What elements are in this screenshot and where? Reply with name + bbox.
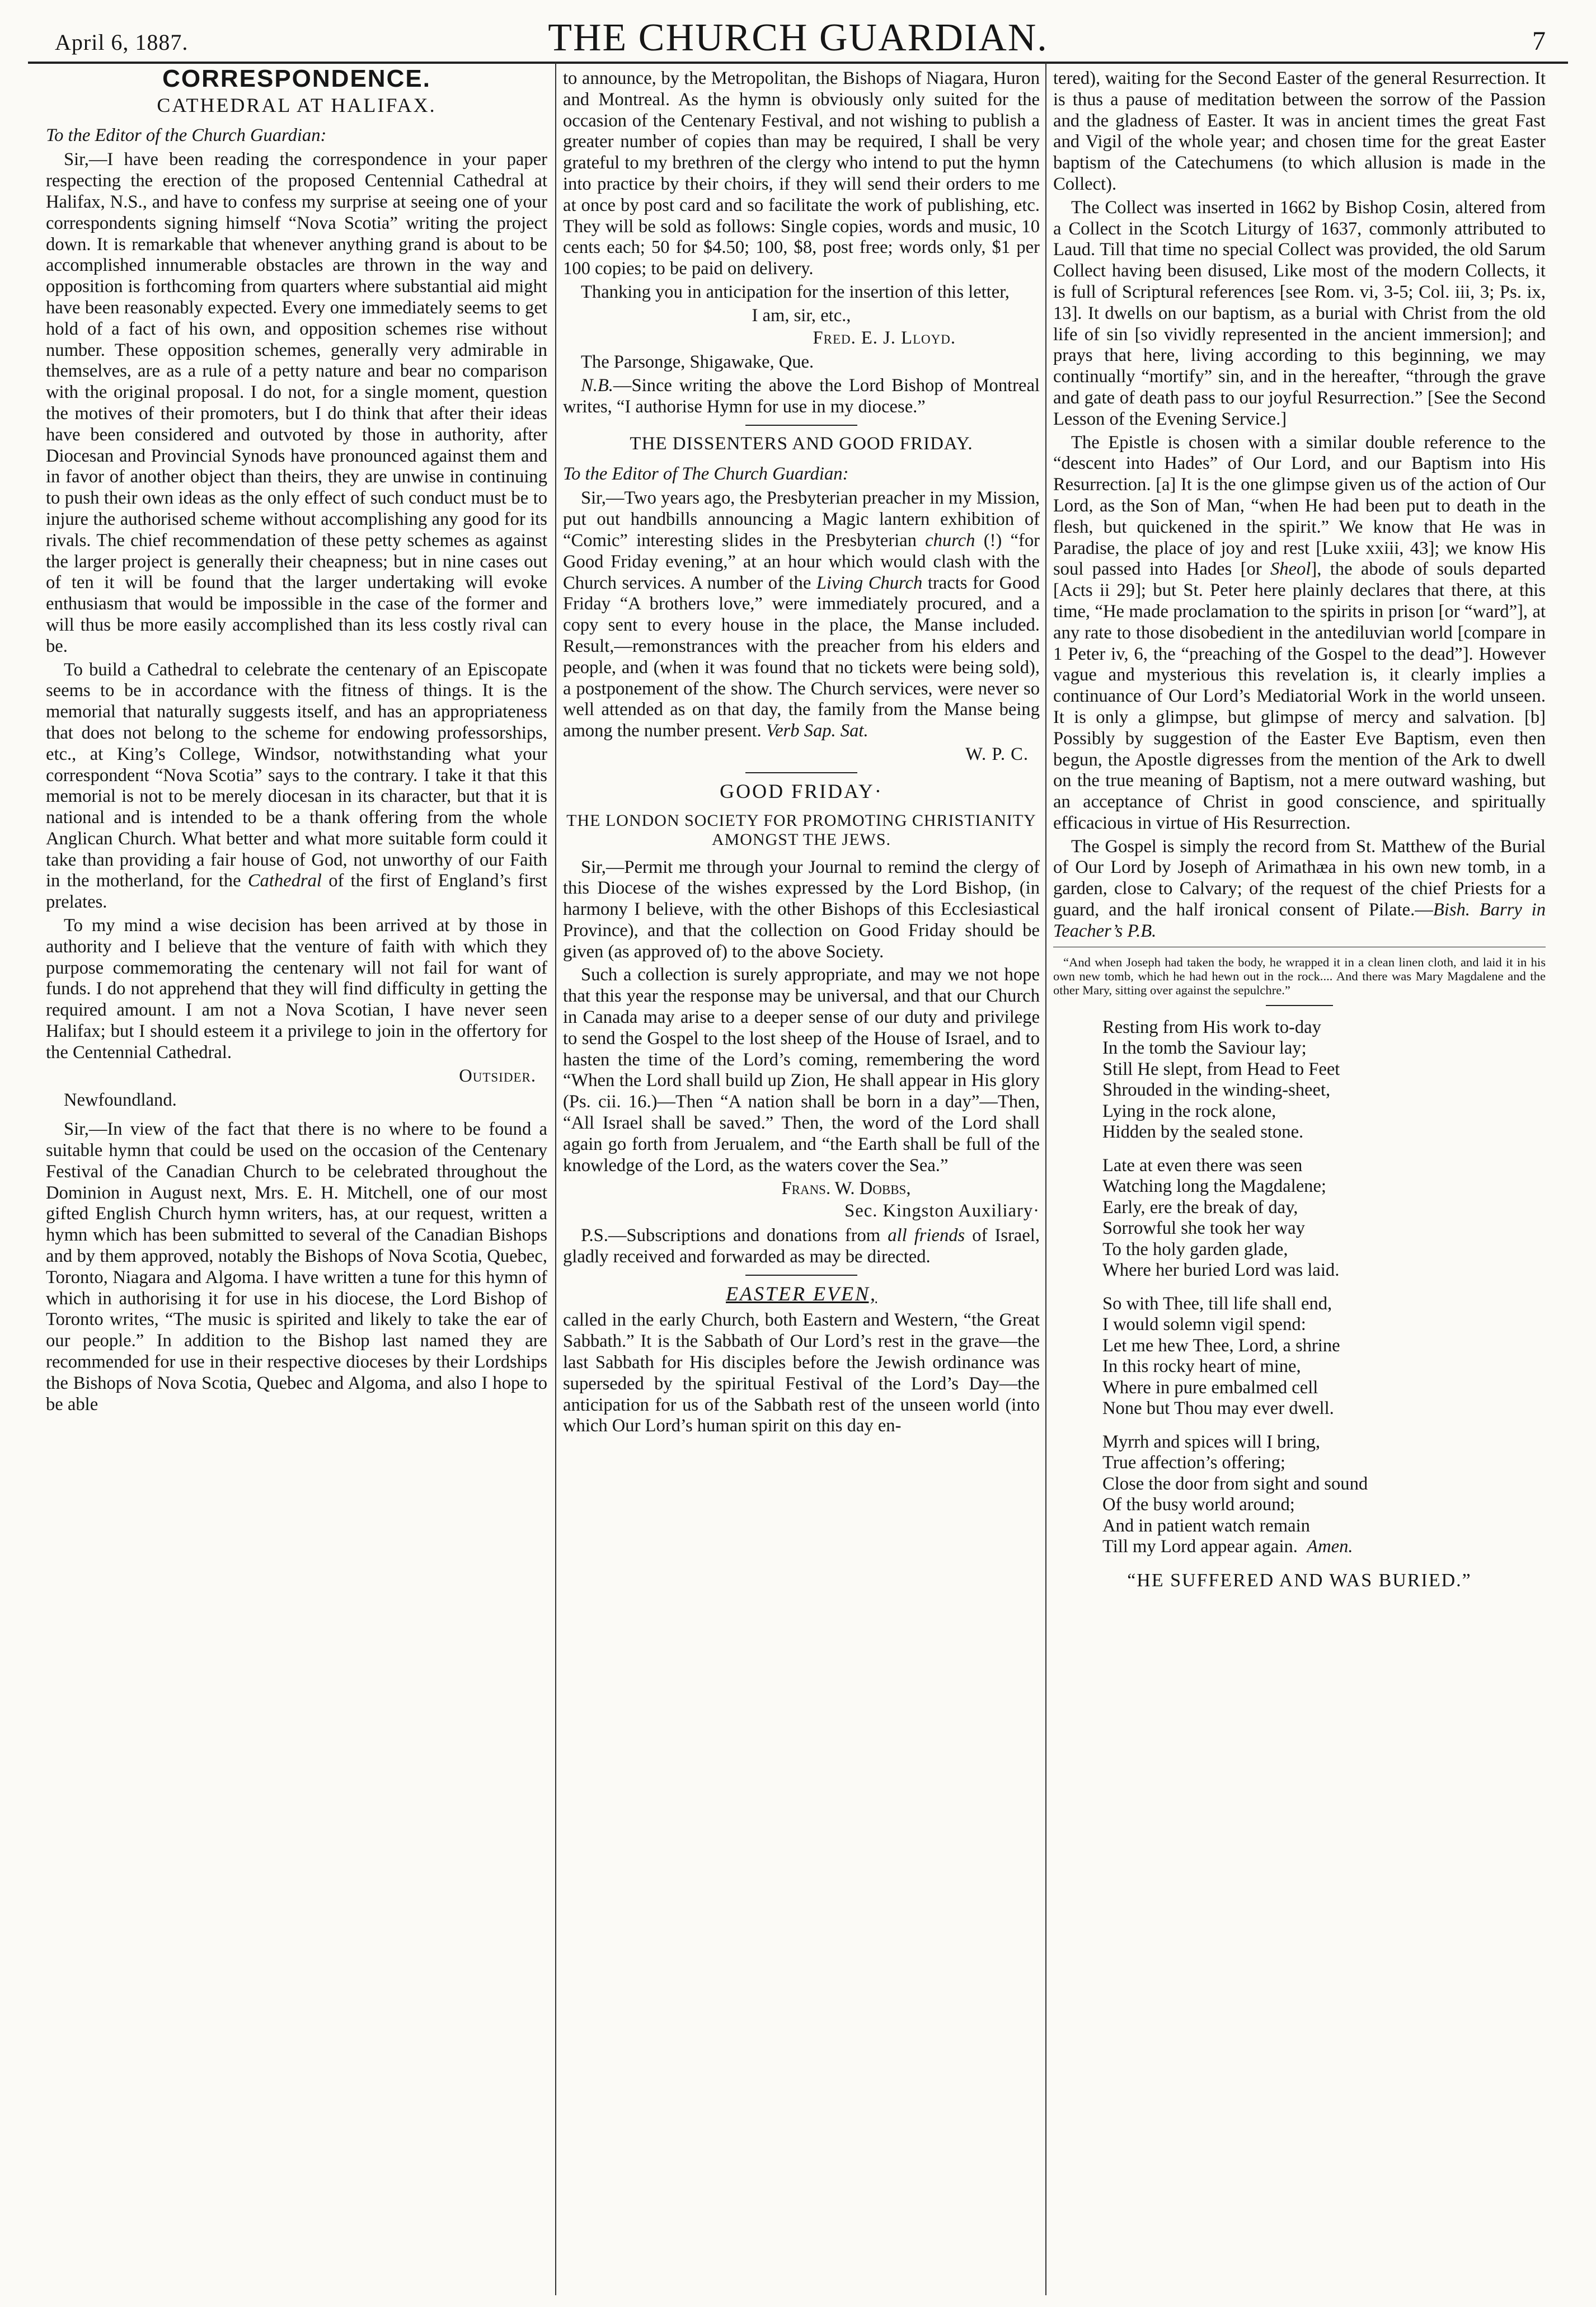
paragraph: The Collect was inserted in 1662 by Bishop Cosin, altered from a Collect in the Scotch Liturgy of 1637, commonly attributed to Laud. Till that time no special Collect was provided, the old Sarum Collect having been disused, Like most of the modern Collects, it is full of Scriptural references [see Rom. vi, 3-5; Col. iii, 3; Ps. ix, 13]. It dwells on our baptism, as a burial with Christ from the old life of sin [so vividly represented in the ancient immersion]; and prays that here, living according to this beginning, we may continually “mortify” sin, and in the hereafter, “through the grave and gate of death pass to our joyful Resurrection.” [See the Second Lesson of the Evening Service.] [1053,197,1546,429]
signature: Frans. W. Dobbs, [781,1178,911,1199]
poem-line: And in patient watch remain [1102,1515,1310,1536]
column-1 [46,65,547,1417]
newspaper-title: THE CHURCH GUARDIAN. [548,16,1048,59]
poem-line: Early, ere the break of day, [1102,1197,1298,1218]
paragraph: Sir,—Permit me through your Journal to remind the clergy of this Diocese of the wishes expressed by the Lord Bishop, (in harmony I believe, with the other Bishops of this Ecclesiastical Province), and that the collection on Good Friday should be given (as approved of) to the above Society. [563,857,1040,962]
poem-line: Where her buried Lord was laid. [1102,1260,1340,1281]
poem-line: In the tomb the Saviour lay; [1102,1038,1307,1059]
poem-line: Watching long the Magdalene; [1102,1176,1326,1197]
column-3 [1053,68,1546,1591]
poem-line: I would solemn vigil spend: [1102,1314,1306,1335]
issue-date: April 6, 1887. [55,30,189,55]
signature-title: Sec. Kingston Auxiliary· [844,1201,1040,1221]
paragraph: Sir,—I have been reading the correspondence in your paper respecting the erection of the proposed Centennial Cathedral at Halifax, N.S., and have to confess my surprise at seeing one of your correspondents signing himself “Nova Scotia” writing the project down. It is remarkable that whenever anything grand is about to be accomplished innumerable obstacles are thrown in the way and opposition is forthcoming from quarters where substantial aid might have been reasonably expected. Every one immediately seems to get hold of a fact of his own, and opposition schemes rise without number. These opposition schemes, generally very admirable in themselves, are as a rule of a petty nature and bear no comparison with the original proposal. I do not, for a single moment, question the motives of their promoters, but I do think that after their ideas have been considered and outvoted by those in authority, after Diocesan and Provincial Synods have pronounced against them and in favor of another object than theirs, they are unwise in continuing to push their own ideas as the only effect of such conduct must be to injure the authorised scheme without accomplishing any good for its rivals. The chief recommendation of these petty schemes as against the larger project is generally their cheapness; but in nine cases out of ten it will be found that the larger undertaking will evoke enthusiasm that would be impossible in the case of the former and will thus be more easily accomplished than its less costly rival can be. [46,149,547,656]
poem-line: Shrouded in the winding-sheet, [1102,1080,1331,1101]
paragraph: tered), waiting for the Second Easter of the general Resurrection. It is thus a pause of meditation between the sorrow of the Passion and the gladness of Easter. It was in ancient times the great Fast and Vigil of the whole year; and chosen time for the great Easter baptism of the Catechumens (to which allusion is made in the Collect). [1053,68,1546,194]
paragraph: Thanking you in anticipation for the insertion of this letter, [581,281,1010,302]
paragraph: P.S.—Subscriptions and donations from all friends of Israel, gladly received and forwarded as may be directed. [563,1225,1040,1267]
poem-line: Late at even there was seen [1102,1155,1303,1176]
paragraph: called in the early Church, both Eastern and Western, “the Great Sabbath.” It is the Sabbath of Our Lord’s rest in the grave—the last Sabbath for His disciples before the Jewish ordinance was superseded by the spiritual Festival of the Lord’s Day—the anticipation for us of the Sabbath rest of the unseen world (into which Our Lord’s human spirit on this day en- [563,1310,1040,1436]
paragraph: To build a Cathedral to celebrate the centenary of an Episcopate seems to be in accordance with the fitness of things. It is the memorial that naturally suggests itself, and has an appropriateness that does not belong to the scheme for endowing professorships, etc., at King’s College, Windsor, notwithstanding what your correspondent “Nova Scotia” says to the contrary. I take it that this memorial is not to be merely diocesan in its character, but that it is national and is intended to be a thank offering from the whole Anglican Church. What better and what more suitable form could it take than providing a fair house of God, not unworthy of our Faith in the motherland, for the Cathedral of the first of England’s first prelates. [46,659,547,913]
article-heading-dissenters: THE DISSENTERS AND GOOD FRIDAY. [630,433,973,454]
poem-line: Of the busy world around; [1102,1495,1295,1515]
poem-stanza [1102,1432,1546,1558]
column-rule-2 [1045,63,1046,2295]
poem-line: To the holy garden glade, [1102,1239,1288,1260]
poem-line: Hidden by the sealed stone. [1102,1122,1304,1143]
salutation: To the Editor of the Church Guardian: [46,125,327,145]
article-subheading: THE LONDON SOCIETY FOR PROMOTING CHRISTIANITY AMONGST THE JEWS. [566,811,1036,849]
poem-line: Till my Lord appear again. Amen. [1102,1537,1353,1557]
poem-line: So with Thee, till life shall end, [1102,1293,1332,1314]
divider [1266,1005,1333,1006]
divider [745,425,857,426]
amen: Amen. [1307,1537,1353,1557]
paragraph: The Epistle is chosen with a similar double reference to the “descent into Hades” of Our Lord, and our Baptism into His Resurrection. [a] It is the one glimpse given us of the action of Our Lord, as the Son of Man, “when He had been put to death in the flesh, but quickened in the spirit.” We know that He was in Paradise, the place of joy and rest [Luke xxiii, 43]; we know His soul passed into Hades [or Sheol], the abode of souls departed [Acts ii 29]; but St. Peter here plainly declares that there, at this time, “He made proclamation to the spirits in prison [or “ward”], at any rate to those disobedient in the antediluvian world [compare in 1 Peter iv, 6, the “preaching of the Gospel to the dead”]. However vague and mysterious this revelation is, it clearly implies a continuance of Our Lord’s Mediatorial Work in the world unseen. It is only a glimpse, but glimpse of mercy and salvation. [b] Possibly by suggestion of the Easter Eve Baptism, even then begun, the Apostle digresses from the mention of the Ark to dwell on the true meaning of Baptism, not a mere outward washing, but an acceptance of Christ in good conscience, and spiritually efficacious in virtue of His Resurrection. [1053,432,1546,833]
poem-line: True affection’s offering; [1102,1453,1285,1473]
column-2 [563,68,1040,1439]
article-heading-good-friday: GOOD FRIDAY· [720,779,883,802]
masthead [28,10,1568,64]
paragraph: to announce, by the Metropolitan, the Bishops of Niagara, Huron and Montreal. As the hymn is obviously only suited for the occasion of the Centenary Festival, and not wishing to publish a greater number of copies than may be required, I shall be very grateful to my brethren of the clergy who intend to put the hymn into practice by their choirs, if they will send their orders to me at once by post card and so facilitate the work of publishing, etc. They will be sold as follows: Single copies, words and music, 10 cents each; 50 for $4.50; 100, $8, post free; words only, $1 per 100 copies; to be paid on delivery. [563,68,1040,279]
paragraph: Such a collection is surely appropriate, and may we not hope that this year the response may be universal, and that our Church in Canada may arise to a deeper sense of our duty and privilege to send the Gospel to the lost sheep of the House of Israel, and to hasten the time of the Lord’s coming, remembering the word “When the Lord shall build up Zion, He shall appear in His glory (Ps. cii. 16.)—Then “A nation shall be born in a day”—Then, “All Israel shall be saved.” Then, the word of the Lord shall again go forth from Jerualem, and “the Earth shall be full of the knowledge of the Lord, as the waters cover the Sea.” [563,965,1040,1176]
poem-line: Lying in the rock alone, [1102,1101,1276,1121]
article-heading-cathedral: CATHEDRAL AT HALIFAX. [157,93,436,116]
page-number: 7 [1532,26,1546,56]
paragraph: N.B.—Since writing the above the Lord Bishop of Montreal writes, “I authorise Hymn for use in my diocese.” [563,375,1040,417]
divider [745,1275,857,1276]
poem-line: Sorrowful she took her way [1102,1218,1305,1239]
poem-line: Still He slept, from Head to Feet [1102,1059,1340,1079]
divider [745,772,857,773]
poem-stanza [1102,1155,1546,1281]
poem-line: Resting from His work to-day [1102,1017,1321,1037]
place: Newfoundland. [64,1090,177,1111]
column-rule-1 [555,63,556,2295]
salutation: To the Editor of The Church Guardian: [563,463,849,484]
poem-stanza [1102,1294,1546,1420]
signature: Outsider. [459,1065,536,1086]
poem-line: Myrrh and spices will I bring, [1102,1431,1321,1452]
poem-line: None but Thou may ever dwell. [1102,1398,1334,1419]
poem [1102,1017,1546,1558]
paragraph: Sir,—In view of the fact that there is no where to be found a suitable hymn that could be used on the occasion of the Centenary Festival of the Canadian Church to be celebrated throughout the Dominion in August next, Mrs. E. H. Mitchell, one of our most gifted English Church hymn writers, has, at our request, written a hymn which has been submitted to several of the Canadian Bishops and by them approved, notably the Bishops of Nova Scotia, Quebec, Toronto, Niagara and Algoma. I have written a tune for this hymn of which in authorising it for use in his diocese, the Lord Bishop of Toronto writes, “The music is spirited and likely to take the ear of our people.” In addition to the Bishop last named they are recommended for use in their respective dioceses by their Lordships the Bishops of Nova Scotia, Quebec and Algoma, and also I hope to be able [46,1119,547,1415]
poem-line: Let me hew Thee, Lord, a shrine [1102,1335,1340,1356]
poem-caption: “HE SUFFERED AND WAS BURIED.” [1127,1570,1472,1591]
signature: Fred. E. J. Lloyd. [813,327,956,348]
poem-stanza [1102,1017,1546,1143]
poem-line: Close the door from sight and sound [1102,1473,1368,1494]
poem-line: In this rocky heart of mine, [1102,1356,1301,1377]
paragraph: To my mind a wise decision has been arrived at by those in authority and I believe that the venture of faith with which they purpose commemorating the centenary will not fail for want of funds. I do not apprehend that they will find difficulty in getting the required amount. I am not a Nova Scotian, I have never seen Halifax; but I should esteem it a privilege to join in the offertory for the Centennial Cathedral. [46,915,547,1063]
article-heading-easter-even: EASTER EVEN, [726,1282,877,1305]
paragraph: Sir,—Two years ago, the Presbyterian preacher in my Mission, put out handbills announcing a Magic lantern exhibition of “Comic” interesting slides in the Presbyterian church (!) “for Good Friday evening,” at an hour which would clash with the Church services. A number of the Living Church tracts for Good Friday “A brothers love,” were immediately procured, and a copy sent to every house in the place, the Manse included. Result,—remonstrances with the preacher from his elders and people, and (when it was found that no tickets were being sold), a postponement of the show. The Church services, were never so well attended as on that day, the family from the Manse being among the number present. Verb Sap. Sat. [563,488,1040,741]
poem-line: Where in pure embalmed cell [1102,1377,1318,1398]
closing: I am, sir, etc., [752,305,851,326]
section-heading: CORRESPONDENCE. [162,65,431,92]
signature: W. P. C. [965,744,1029,764]
address: The Parsonge, Shigawake, Que. [581,352,814,373]
footnote: “And when Joseph had taken the body, he wrapped it in a clean linen cloth, and laid it in his own new tomb, which he had hewn out in the rock.... And there was Mary Magdalene and the other Mary, sitting over against the sepulchre.” [1053,955,1546,997]
paragraph: The Gospel is simply the record from St. Matthew of the Burial of Our Lord by Joseph of Arimathæa in his own new tomb, in a garden, close to Calvary; of the request of the chief Priests for a guard, and the half ironical consent of Pilate.—Bish. Barry in Teacher’s P.B. [1053,836,1546,941]
